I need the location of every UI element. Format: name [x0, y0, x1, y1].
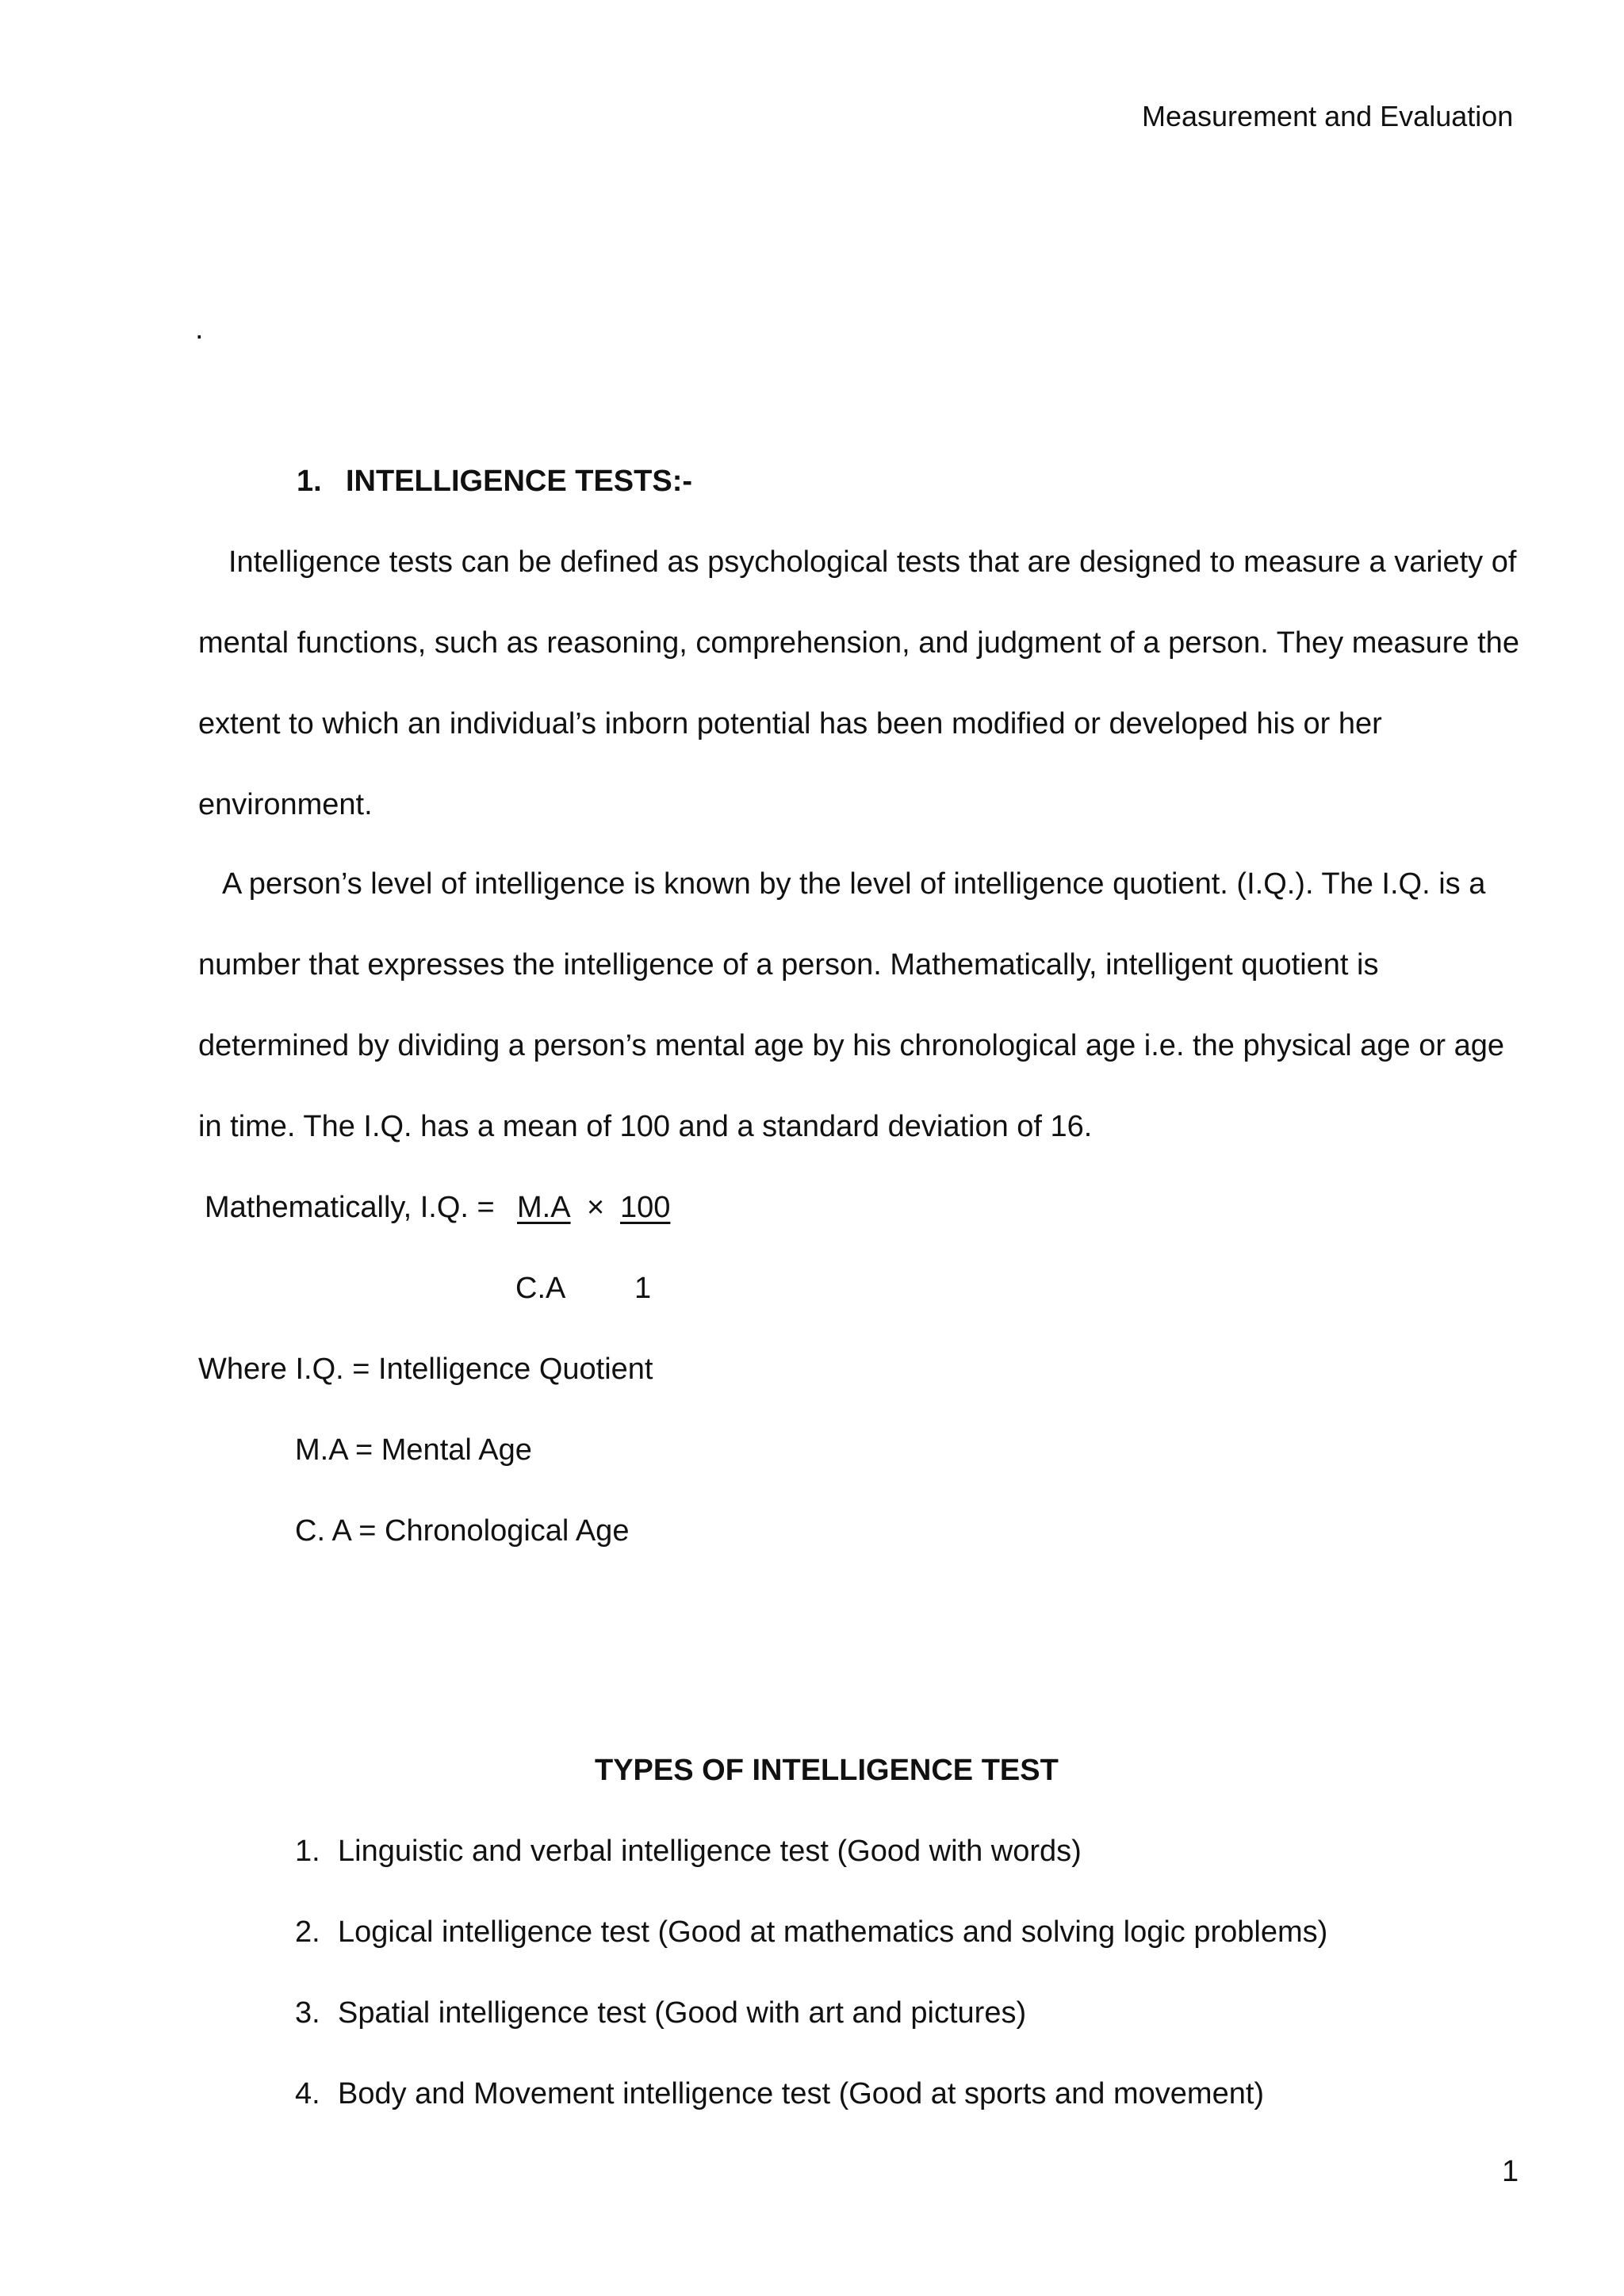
definition-iq: Where I.Q. = Intelligence Quotient [198, 1353, 653, 1386]
stray-dot: . [195, 312, 204, 346]
paragraph-line: mental functions, such as reasoning, comprehension, and judgment of a person. They measure the [198, 626, 1519, 660]
list-item-number: 1. [295, 1835, 320, 1868]
page-number: 1 [1502, 2155, 1519, 2188]
list-item: Linguistic and verbal intelligence test (Good with words) [338, 1835, 1082, 1868]
paragraph-line: environment. [198, 788, 373, 821]
list-item: Body and Movement intelligence test (Good at sports and movement) [338, 2077, 1265, 2110]
paragraph-line: Intelligence tests can be defined as psychological tests that are designed to measure a variety of [228, 545, 1517, 579]
paragraph-line: in time. The I.Q. has a mean of 100 and a standard deviation of 16. [198, 1110, 1093, 1143]
types-heading: TYPES OF INTELLIGENCE TEST [595, 1754, 1059, 1787]
formula-numerator-ma: M.A [517, 1191, 571, 1224]
list-item-number: 3. [295, 1996, 320, 2030]
list-item-number: 2. [295, 1915, 320, 1949]
list-item: Spatial intelligence test (Good with art and pictures) [338, 1996, 1027, 2030]
formula-denominator-1: 1 [634, 1272, 652, 1305]
running-header: Measurement and Evaluation [1142, 100, 1514, 132]
paragraph-line: A person’s level of intelligence is known by the level of intelligence quotient. (I.Q.). The I.Q. is a [222, 867, 1486, 901]
formula-times-sign: × [587, 1191, 605, 1224]
list-item: Logical intelligence test (Good at mathematics and solving logic problems) [338, 1915, 1328, 1949]
formula-prefix: Mathematically, I.Q. = [205, 1191, 495, 1224]
formula-denominator-ca: C.A [515, 1272, 566, 1305]
definition-ca: C. A = Chronological Age [295, 1514, 630, 1548]
paragraph-line: number that expresses the intelligence of a person. Mathematically, intelligent quotient is [198, 948, 1379, 982]
formula-numerator-100: 100 [620, 1191, 671, 1224]
definition-ma: M.A = Mental Age [295, 1433, 532, 1467]
paragraph-line: extent to which an individual’s inborn potential has been modified or developed his or her [198, 707, 1382, 740]
section-number: 1. [297, 465, 322, 498]
section-title: INTELLIGENCE TESTS:- [346, 465, 692, 498]
paragraph-line: determined by dividing a person’s mental age by his chronological age i.e. the physical age or age [198, 1029, 1504, 1062]
list-item-number: 4. [295, 2077, 320, 2110]
